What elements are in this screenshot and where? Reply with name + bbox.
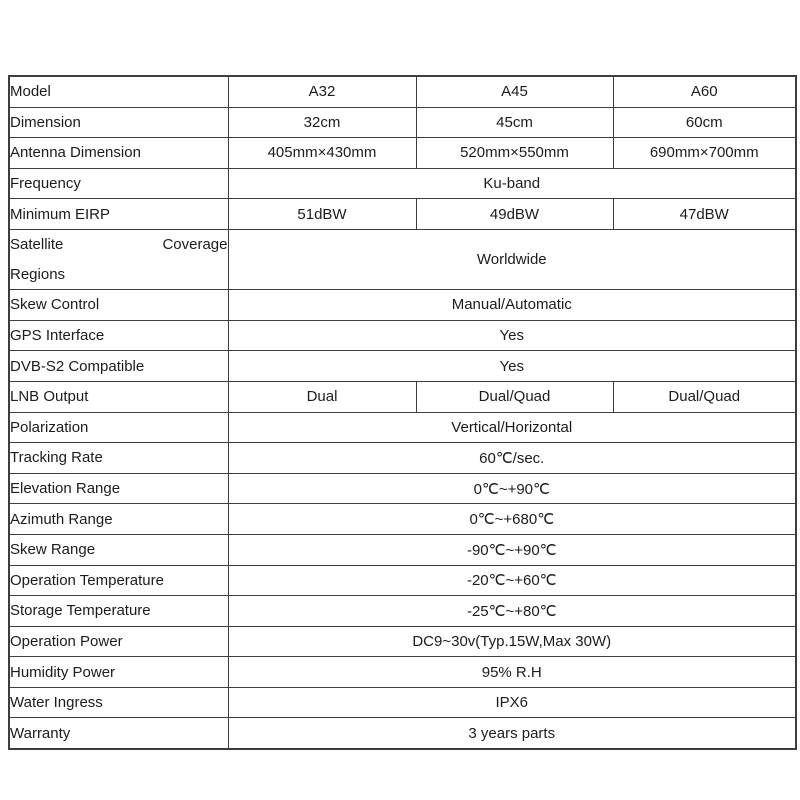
- value-cell: 51dBW: [228, 199, 416, 230]
- table-row: [9, 320, 796, 351]
- row-label-cell: Warranty: [9, 718, 228, 749]
- value-cell: A45: [416, 76, 613, 107]
- value-cell: Manual/Automatic: [228, 290, 796, 321]
- value-cell: Yes: [228, 320, 796, 351]
- value-cell: 49dBW: [416, 199, 613, 230]
- value-cell: DC9~30v(Typ.15W,Max 30W): [228, 626, 796, 657]
- label-word: Regions: [10, 265, 66, 283]
- table-row: [9, 596, 796, 627]
- row-label-cell: GPS Interface: [9, 320, 228, 351]
- value-cell: IPX6: [228, 687, 796, 718]
- table-row: [9, 687, 796, 718]
- row-label-cell: Tracking Rate: [9, 443, 228, 474]
- row-label-cell: Operation Temperature: [9, 565, 228, 596]
- row-label-cell: Water Ingress: [9, 687, 228, 718]
- value-cell: Dual/Quad: [613, 381, 796, 412]
- row-label-cell: Frequency: [9, 168, 228, 199]
- row-label-cell: Skew Control: [9, 290, 228, 321]
- value-cell: Yes: [228, 351, 796, 382]
- value-cell: Ku-band: [228, 168, 796, 199]
- value-cell: 60cm: [613, 107, 796, 138]
- value-cell: Dual/Quad: [416, 381, 613, 412]
- value-cell: 690mm×700mm: [613, 138, 796, 169]
- table-row: [9, 76, 796, 107]
- table-row: [9, 626, 796, 657]
- value-cell: 3 years parts: [228, 718, 796, 749]
- row-label-cell: Elevation Range: [9, 473, 228, 504]
- value-cell: 45cm: [416, 107, 613, 138]
- row-label-cell: Humidity Power: [9, 657, 228, 688]
- table-row: [9, 504, 796, 535]
- row-label-cell: LNB Output: [9, 381, 228, 412]
- value-cell: 32cm: [228, 107, 416, 138]
- value-cell: Dual: [228, 381, 416, 412]
- table-row: [9, 534, 796, 565]
- value-cell: -20℃~+60℃: [228, 565, 796, 596]
- row-label-cell: Storage Temperature: [9, 596, 228, 627]
- table-row: [9, 290, 796, 321]
- label-word: Satellite: [10, 235, 64, 253]
- table-row: [9, 412, 796, 443]
- row-label-cell: Model: [9, 76, 228, 107]
- value-cell: 60℃/sec.: [228, 443, 796, 474]
- table-row: [9, 381, 796, 412]
- table-row: [9, 718, 796, 749]
- table-row: [9, 107, 796, 138]
- spec-table: [8, 75, 797, 750]
- table-row: [9, 138, 796, 169]
- row-label-cell: Dimension: [9, 107, 228, 138]
- row-label-cell: Operation Power: [9, 626, 228, 657]
- row-label-cell: [9, 229, 228, 289]
- value-cell: A32: [228, 76, 416, 107]
- label-word: Coverage: [162, 235, 228, 253]
- table-row: [9, 473, 796, 504]
- value-cell: -25℃~+80℃: [228, 596, 796, 627]
- table-row: [9, 168, 796, 199]
- spec-table-body: [9, 76, 796, 749]
- value-cell: 405mm×430mm: [228, 138, 416, 169]
- table-row: [9, 657, 796, 688]
- value-cell: 47dBW: [613, 199, 796, 230]
- table-row: [9, 443, 796, 474]
- row-label-cell: Azimuth Range: [9, 504, 228, 535]
- value-cell: Worldwide: [228, 229, 796, 289]
- table-row: [9, 565, 796, 596]
- row-label-cell: Minimum EIRP: [9, 199, 228, 230]
- value-cell: A60: [613, 76, 796, 107]
- value-cell: Vertical/Horizontal: [228, 412, 796, 443]
- table-row: [9, 199, 796, 230]
- value-cell: -90℃~+90℃: [228, 534, 796, 565]
- row-label-cell: Antenna Dimension: [9, 138, 228, 169]
- value-cell: 0℃~+680℃: [228, 504, 796, 535]
- row-label-cell: Polarization: [9, 412, 228, 443]
- row-label-cell: Skew Range: [9, 534, 228, 565]
- value-cell: 520mm×550mm: [416, 138, 613, 169]
- table-row: [9, 351, 796, 382]
- value-cell: 0℃~+90℃: [228, 473, 796, 504]
- value-cell: 95% R.H: [228, 657, 796, 688]
- table-row: [9, 229, 796, 289]
- row-label-cell: DVB-S2 Compatible: [9, 351, 228, 382]
